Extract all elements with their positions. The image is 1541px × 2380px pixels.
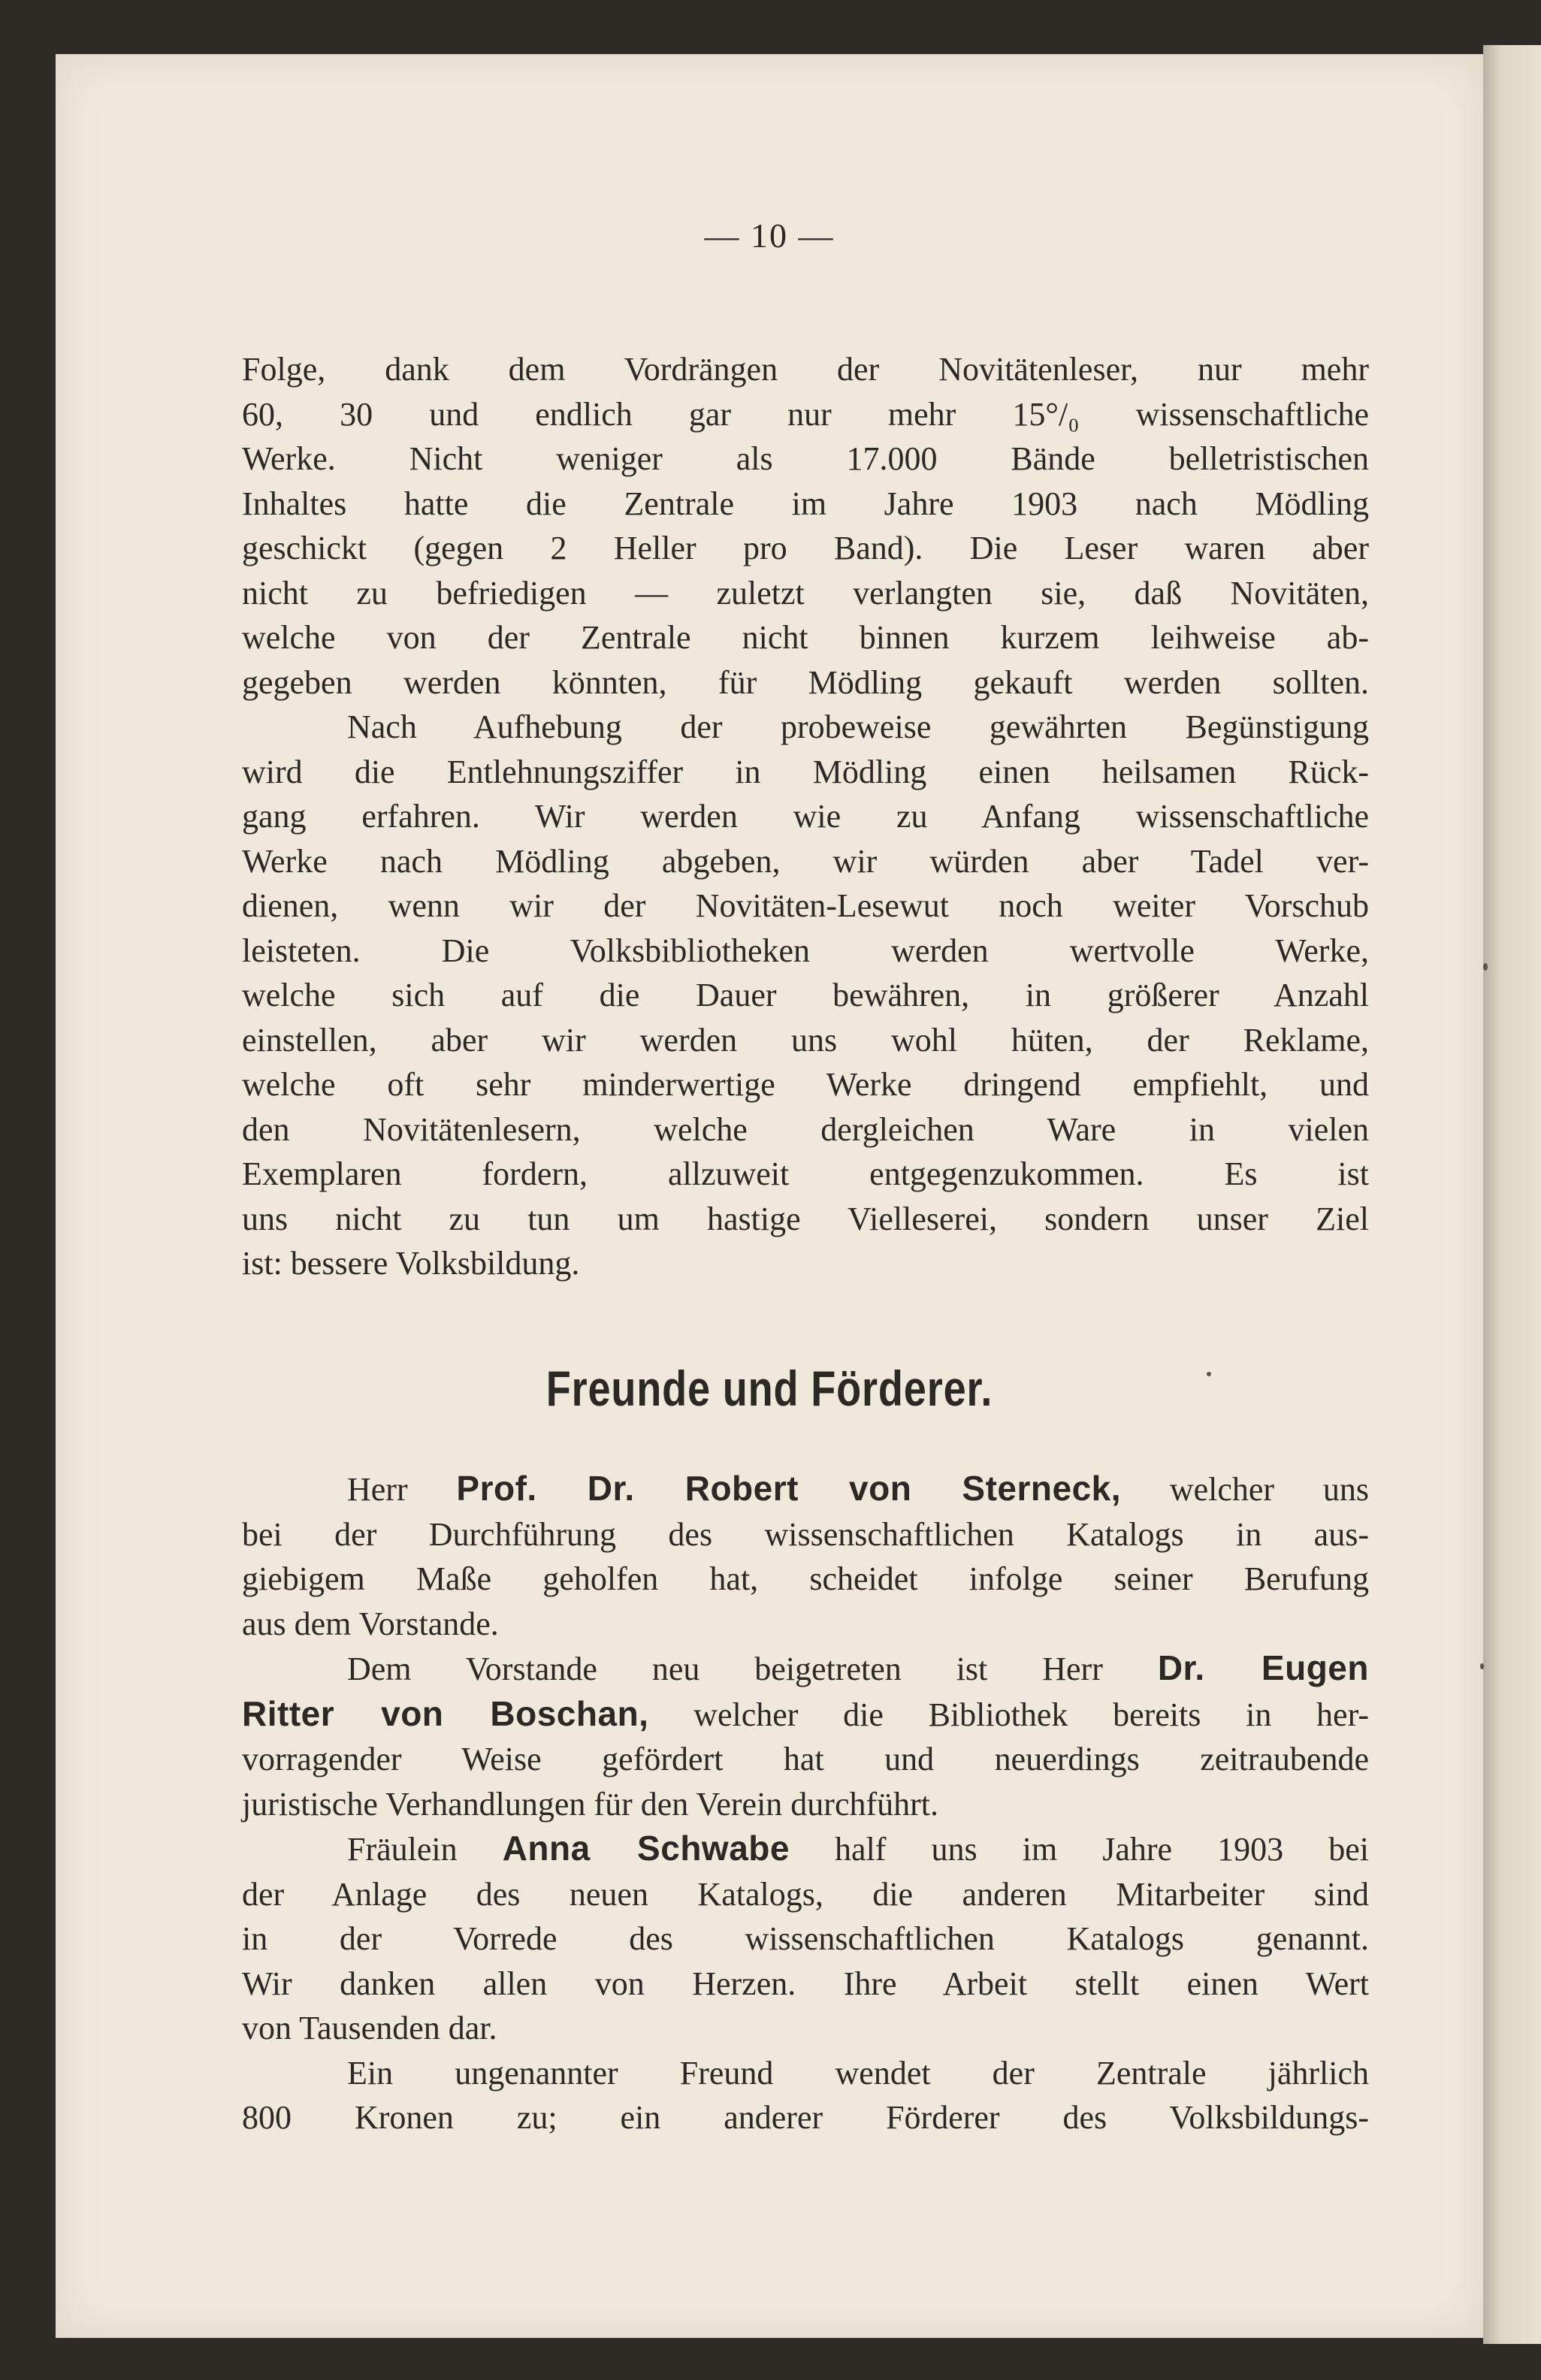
text-line: Exemplaren fordern, allzuweit entgegenzukommen. Es ist bbox=[242, 1155, 1369, 1192]
text-line: dienen, wenn wir der Novitäten-Lesewut noch weiter Vorschub bbox=[242, 887, 1369, 924]
text-line: geschickt (gegen 2 Heller pro Band). Die Leser waren aber bbox=[242, 530, 1369, 566]
paragraph-1 bbox=[242, 347, 1369, 705]
text-line: Inhaltes hatte die Zentrale im Jahre 1903 nach Mödling bbox=[242, 485, 1369, 522]
page-number: — 10 — bbox=[704, 216, 835, 255]
person-name: Prof. Dr. Robert von Sterneck, bbox=[456, 1469, 1122, 1508]
text-line: gegeben werden könnten, für Mödling gekauft werden sollten. bbox=[242, 663, 1369, 701]
text-line: der Anlage des neuen Katalogs, die anderen Mitarbeiter sind bbox=[242, 1875, 1369, 1913]
text-line: Ein ungenannter Freund wendet der Zentrale jährlich bbox=[347, 2054, 1369, 2092]
text-line: Wir danken allen von Herzen. Ihre Arbeit stellt einen Wert bbox=[242, 1965, 1369, 2002]
book-page bbox=[56, 54, 1483, 2338]
text-line: Werke nach Mödling abgeben, wir würden aber Tadel ver- bbox=[242, 842, 1369, 880]
person-name: Dr. Eugen bbox=[1157, 1648, 1369, 1687]
text-line: gang erfahren. Wir werden wie zu Anfang wissenschaftliche bbox=[242, 798, 1369, 835]
ink-speck bbox=[1207, 1372, 1211, 1376]
text-line: bei der Durchführung des wissenschaftlichen Katalogs in aus- bbox=[242, 1515, 1369, 1553]
person-name: Anna Schwabe bbox=[502, 1829, 790, 1868]
paragraph-boschan bbox=[242, 1646, 1369, 1826]
text-line: den Novitätenlesern, welche dergleichen Ware in vielen bbox=[242, 1110, 1369, 1148]
text-line: einstellen, aber wir werden uns wohl hüten, der Reklame, bbox=[242, 1021, 1369, 1059]
text-line: 60, 30 und endlich gar nur mehr 15°/₀ wissenschaftliche bbox=[242, 395, 1369, 433]
text-line: wird die Entlehnungsziffer in Mödling einen heilsamen Rück- bbox=[242, 753, 1369, 790]
text-line: Nach Aufhebung der probeweise gewährten Begünstigung bbox=[347, 708, 1369, 745]
text-line: nicht zu befriedigen — zuletzt verlangten sie, daß Novitäten, bbox=[242, 574, 1369, 612]
text-line: Fräulein Anna Schwabe half uns im Jahre 1903 bei bbox=[347, 1829, 1369, 1868]
text-line: welche sich auf die Dauer bewähren, in größerer Anzahl bbox=[242, 977, 1369, 1013]
text-line: leisteten. Die Volksbibliotheken werden wertvolle Werke, bbox=[242, 932, 1369, 969]
text-line: 800 Kronen zu; ein anderer Förderer des Volksbildungs- bbox=[242, 2099, 1369, 2136]
text-line: vorragender Weise gefördert hat und neuerdings zeitraubende bbox=[242, 1741, 1369, 1777]
text-line: Werke. Nicht weniger als 17.000 Bände belletristischen bbox=[242, 440, 1369, 477]
text-line: uns nicht zu tun um hastige Vielleserei, sondern unser Ziel bbox=[242, 1200, 1369, 1237]
text-line: von Tausenden dar. bbox=[242, 2010, 497, 2046]
text-line: Folge, dank dem Vordrängen der Novitätenleser, nur mehr bbox=[242, 351, 1369, 388]
paragraph-sterneck bbox=[242, 1466, 1369, 1646]
text-line: aus dem Vorstande. bbox=[242, 1605, 499, 1642]
paragraph-2 bbox=[242, 705, 1369, 1286]
ink-speck bbox=[1483, 963, 1488, 971]
paragraph-donor bbox=[242, 2051, 1369, 2140]
section-heading: Freunde und Förderer. bbox=[545, 1361, 993, 1416]
text-line: Dem Vorstande neu beigetreten ist Herr Dr. Eugen bbox=[347, 1648, 1369, 1687]
next-page-edge bbox=[1483, 45, 1541, 2344]
text-line: Ritter von Boschan, welcher die Bibliothek bereits in her- bbox=[242, 1693, 1369, 1733]
text-line: welche von der Zentrale nicht binnen kurzem leihweise ab- bbox=[242, 619, 1369, 656]
text-line: ist: bessere Volksbildung. bbox=[242, 1245, 580, 1282]
body-text bbox=[242, 347, 1369, 1286]
text-line: in der Vorrede des wissenschaftlichen Katalogs genannt. bbox=[242, 1920, 1369, 1957]
text-line: juristische Verhandlungen für den Verein durchführt. bbox=[242, 1785, 939, 1823]
text-line: giebigem Maße geholfen hat, scheidet infolge seiner Berufung bbox=[242, 1560, 1369, 1597]
ink-speck bbox=[1480, 1663, 1484, 1669]
section-text bbox=[242, 1466, 1369, 2140]
person-name: Ritter von Boschan, bbox=[242, 1693, 649, 1733]
text-line: welche oft sehr minderwertige Werke dringend empfiehlt, und bbox=[242, 1066, 1369, 1103]
paragraph-schwabe bbox=[242, 1826, 1369, 2051]
text-line: Herr Prof. Dr. Robert von Sterneck, welcher uns bbox=[347, 1469, 1369, 1508]
